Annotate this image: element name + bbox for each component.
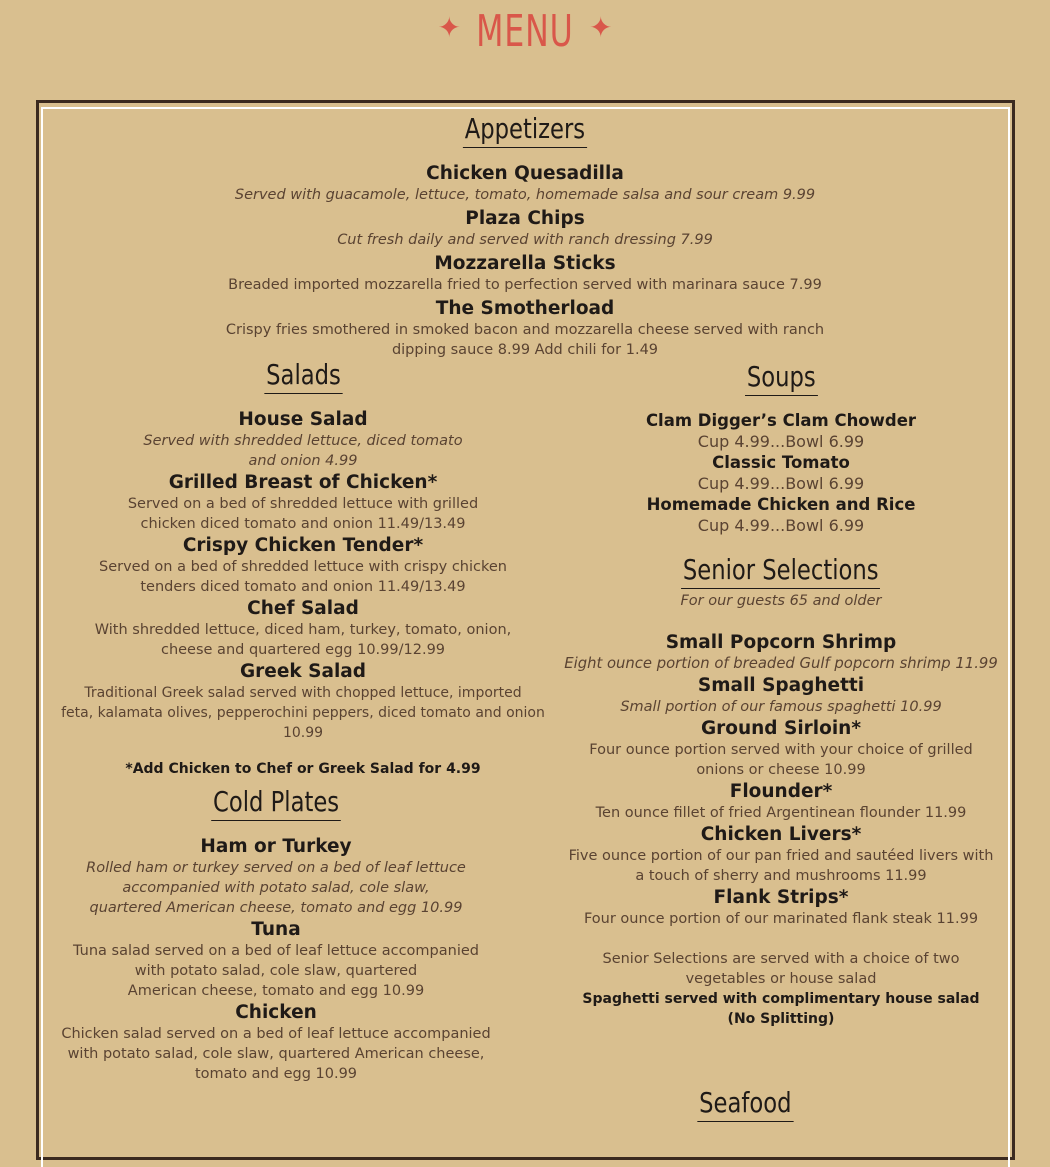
soups-section bbox=[566, 360, 996, 536]
menu-item-desc: With shredded lettuce, diced ham, turkey, tomato, onion, bbox=[94, 622, 512, 638]
star-right-icon: ✦ bbox=[588, 11, 613, 44]
menu-item-desc: Chicken salad served on a bed of leaf lettuce accompanied bbox=[61, 1026, 491, 1042]
menu-item-price: Cup 4.99...Bowl 6.99 bbox=[697, 474, 865, 493]
menu-item-name: Plaza Chips bbox=[465, 208, 585, 229]
menu-item-name: Mozzarella Sticks bbox=[434, 253, 616, 274]
menu-item-name: Clam Digger’s Clam Chowder bbox=[645, 411, 917, 430]
menu-item-desc: with potato salad, cole slaw, quartered American cheese, bbox=[67, 1046, 485, 1062]
menu-item-name: Classic Tomato bbox=[712, 453, 850, 472]
appetizers-heading: Appetizers bbox=[463, 112, 587, 148]
menu-item-name: Tuna bbox=[251, 919, 301, 940]
menu-item-price: Cup 4.99...Bowl 6.99 bbox=[697, 516, 865, 535]
menu-title-text: MENU bbox=[476, 6, 574, 57]
menu-item-name: Flank Strips* bbox=[713, 887, 849, 908]
menu-item-desc: Crispy fries smothered in smoked bacon and mozzarella cheese served with ranch bbox=[225, 322, 825, 338]
menu-item-name: House Salad bbox=[238, 409, 368, 430]
salads-note: *Add Chicken to Chef or Greek Salad for 4.99 bbox=[125, 761, 481, 777]
menu-item-desc: feta, kalamata olives, pepperochini peppers, diced tomato and onion 10.99 bbox=[61, 705, 545, 741]
menu-item-desc: Cut fresh daily and served with ranch dressing 7.99 bbox=[337, 232, 713, 248]
menu-item-name: Greek Salad bbox=[239, 661, 367, 682]
menu-item-desc: onions or cheese 10.99 bbox=[696, 762, 866, 778]
salads-section bbox=[45, 358, 561, 779]
menu-item-desc: Served on a bed of shredded lettuce with crispy chicken bbox=[99, 559, 507, 575]
menu-item-desc: and onion 4.99 bbox=[248, 453, 358, 469]
menu-item-name: Crispy Chicken Tender* bbox=[182, 535, 424, 556]
appetizers-section bbox=[200, 112, 850, 360]
senior-subtitle: For our guests 65 and older bbox=[680, 593, 882, 609]
senior-footer-text: vegetables or house salad bbox=[685, 971, 877, 987]
menu-item-desc: American cheese, tomato and egg 10.99 bbox=[127, 983, 425, 999]
menu-item-name: Chicken Livers* bbox=[700, 824, 862, 845]
senior-section bbox=[561, 553, 1001, 1029]
menu-item-desc: Four ounce portion served with your choice of grilled bbox=[589, 742, 973, 758]
menu-item-desc: Four ounce portion of our marinated flank steak 11.99 bbox=[583, 911, 979, 927]
menu-item-desc: chicken diced tomato and onion 11.49/13.49 bbox=[140, 516, 466, 532]
senior-footer-note: (No Splitting) bbox=[727, 1011, 835, 1027]
menu-item-name: Ground Sirloin* bbox=[700, 718, 862, 739]
cold-plates-section bbox=[45, 785, 507, 1084]
menu-title bbox=[0, 6, 1050, 57]
menu-item-desc: Traditional Greek salad served with chopped lettuce, imported bbox=[84, 685, 522, 701]
menu-item-desc: Rolled ham or turkey served on a bed of leaf lettuce bbox=[86, 860, 466, 876]
soups-heading: Soups bbox=[745, 360, 817, 396]
menu-item-desc: quartered American cheese, tomato and egg 10.99 bbox=[89, 900, 463, 916]
menu-item-name: Small Spaghetti bbox=[697, 675, 865, 696]
menu-item-name: The Smotherload bbox=[435, 298, 615, 319]
menu-item-name: Chicken bbox=[235, 1002, 317, 1023]
menu-item-desc: Ten ounce fillet of fried Argentinean flounder 11.99 bbox=[595, 805, 967, 821]
menu-item-name: Small Popcorn Shrimp bbox=[665, 632, 897, 653]
senior-footer-note: Spaghetti served with complimentary house salad bbox=[582, 991, 980, 1007]
menu-item-desc: tomato and egg 10.99 bbox=[194, 1066, 358, 1082]
menu-item-desc: cheese and quartered egg 10.99/12.99 bbox=[160, 642, 446, 658]
menu-item-price: Cup 4.99...Bowl 6.99 bbox=[697, 432, 865, 451]
menu-item-desc: Served with guacamole, lettuce, tomato, homemade salsa and sour cream 9.99 bbox=[234, 187, 816, 203]
senior-heading: Senior Selections bbox=[681, 553, 880, 589]
menu-item-desc: Breaded imported mozzarella fried to perfection served with marinara sauce 7.99 bbox=[228, 277, 822, 293]
menu-item-desc: dipping sauce 8.99 Add chili for 1.49 bbox=[391, 342, 659, 358]
seafood-section bbox=[595, 1086, 895, 1122]
menu-item-desc: Small portion of our famous spaghetti 10.99 bbox=[620, 699, 942, 715]
menu-item-name: Ham or Turkey bbox=[200, 836, 352, 857]
menu-item-name: Chicken Quesadilla bbox=[426, 163, 624, 184]
cold-plates-heading: Cold Plates bbox=[211, 785, 341, 821]
menu-item-name: Flounder* bbox=[729, 781, 833, 802]
senior-footer-text: Senior Selections are served with a choice of two bbox=[602, 951, 960, 967]
menu-item-desc: Tuna salad served on a bed of leaf lettuce accompanied bbox=[73, 943, 479, 959]
menu-item-desc: Served on a bed of shredded lettuce with grilled bbox=[127, 496, 479, 512]
menu-item-name: Chef Salad bbox=[247, 598, 359, 619]
menu-item-desc: Five ounce portion of our pan fried and sautéed livers with bbox=[568, 848, 994, 864]
menu-item-desc: with potato salad, cole slaw, quartered bbox=[134, 963, 418, 979]
menu-item-desc: a touch of sherry and mushrooms 11.99 bbox=[635, 868, 927, 884]
menu-item-desc: Served with shredded lettuce, diced tomato bbox=[143, 433, 463, 449]
menu-item-desc: accompanied with potato salad, cole slaw, bbox=[122, 880, 430, 896]
menu-item-name: Homemade Chicken and Rice bbox=[646, 495, 916, 514]
salads-heading: Salads bbox=[264, 358, 342, 394]
menu-item-desc: tenders diced tomato and onion 11.49/13.49 bbox=[140, 579, 466, 595]
seafood-heading: Seafood bbox=[697, 1086, 793, 1122]
menu-item-name: Grilled Breast of Chicken* bbox=[168, 472, 438, 493]
star-left-icon: ✦ bbox=[437, 11, 462, 44]
menu-item-desc: Eight ounce portion of breaded Gulf popcorn shrimp 11.99 bbox=[564, 655, 998, 672]
